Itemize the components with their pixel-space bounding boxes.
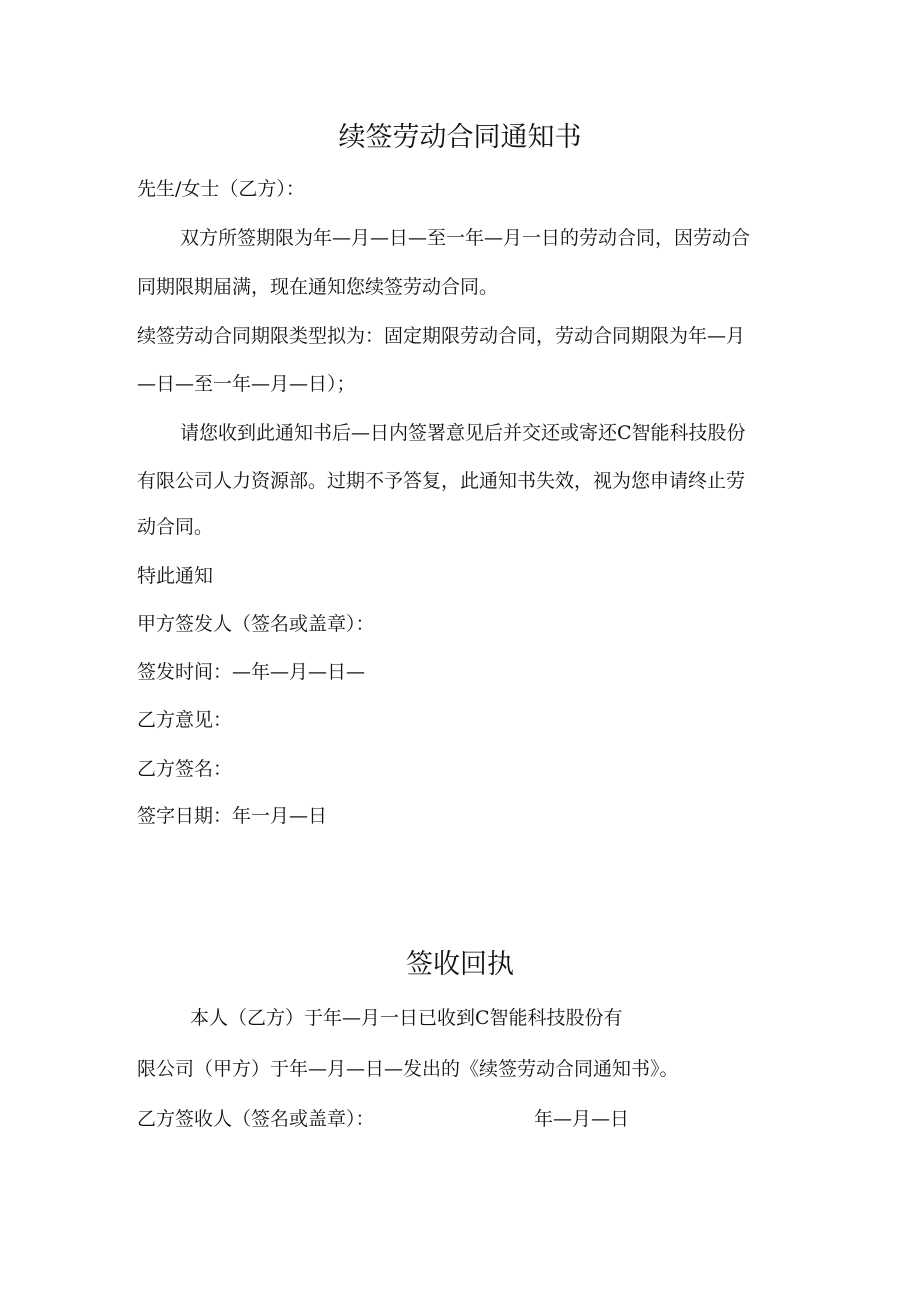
paragraph-3-line-3: 动合同。 (137, 516, 214, 538)
issuer-signature-field: 甲方签发人（签名或盖章）： (137, 613, 375, 635)
party-b-opinion-field: 乙方意见： (137, 709, 233, 731)
sign-date-field: 签字日期：年一月—日 (137, 805, 328, 827)
receipt-signer-field: 乙方签收人（签名或盖章）： (137, 1108, 375, 1130)
paragraph-1-line-1: 双方所签期限为年—月—日—至一年—月一日的劳动合同，因劳动合 (180, 227, 751, 249)
issue-time-field: 签发时间：—年—月—日— (137, 661, 366, 683)
receipt-line-2: 限公司（甲方）于年—月—日—发出的《续签劳动合同通知书》。 (137, 1058, 679, 1080)
paragraph-3-line-2: 有限公司人力资源部。过期不予答复，此通知书失效，视为您申请终止劳 (137, 470, 746, 492)
notice-title: 续签劳动合同通知书 (338, 122, 582, 153)
receipt-title: 签收回执 (406, 949, 514, 980)
paragraph-3-line-1: 请您收到此通知书后—日内签署意见后并交还或寄还C智能科技股份 (180, 422, 746, 444)
paragraph-2-line-2: —日—至一年—月—日）； (137, 373, 356, 395)
closing-text: 特此通知 (137, 565, 214, 587)
party-b-signature-field: 乙方签名： (137, 758, 233, 780)
receipt-line-1: 本人（乙方）于年—月一日已收到C智能科技股份有 (190, 1007, 623, 1029)
paragraph-2-line-1: 续签劳动合同期限类型拟为：固定期限劳动合同，劳动合同期限为年—月 (137, 325, 746, 347)
salutation: 先生/女士（乙方）： (137, 178, 305, 200)
receipt-date-field: 年—月—日 (534, 1108, 630, 1130)
paragraph-1-line-2: 同期限期届满，现在通知您续签劳动合同。 (137, 276, 499, 298)
